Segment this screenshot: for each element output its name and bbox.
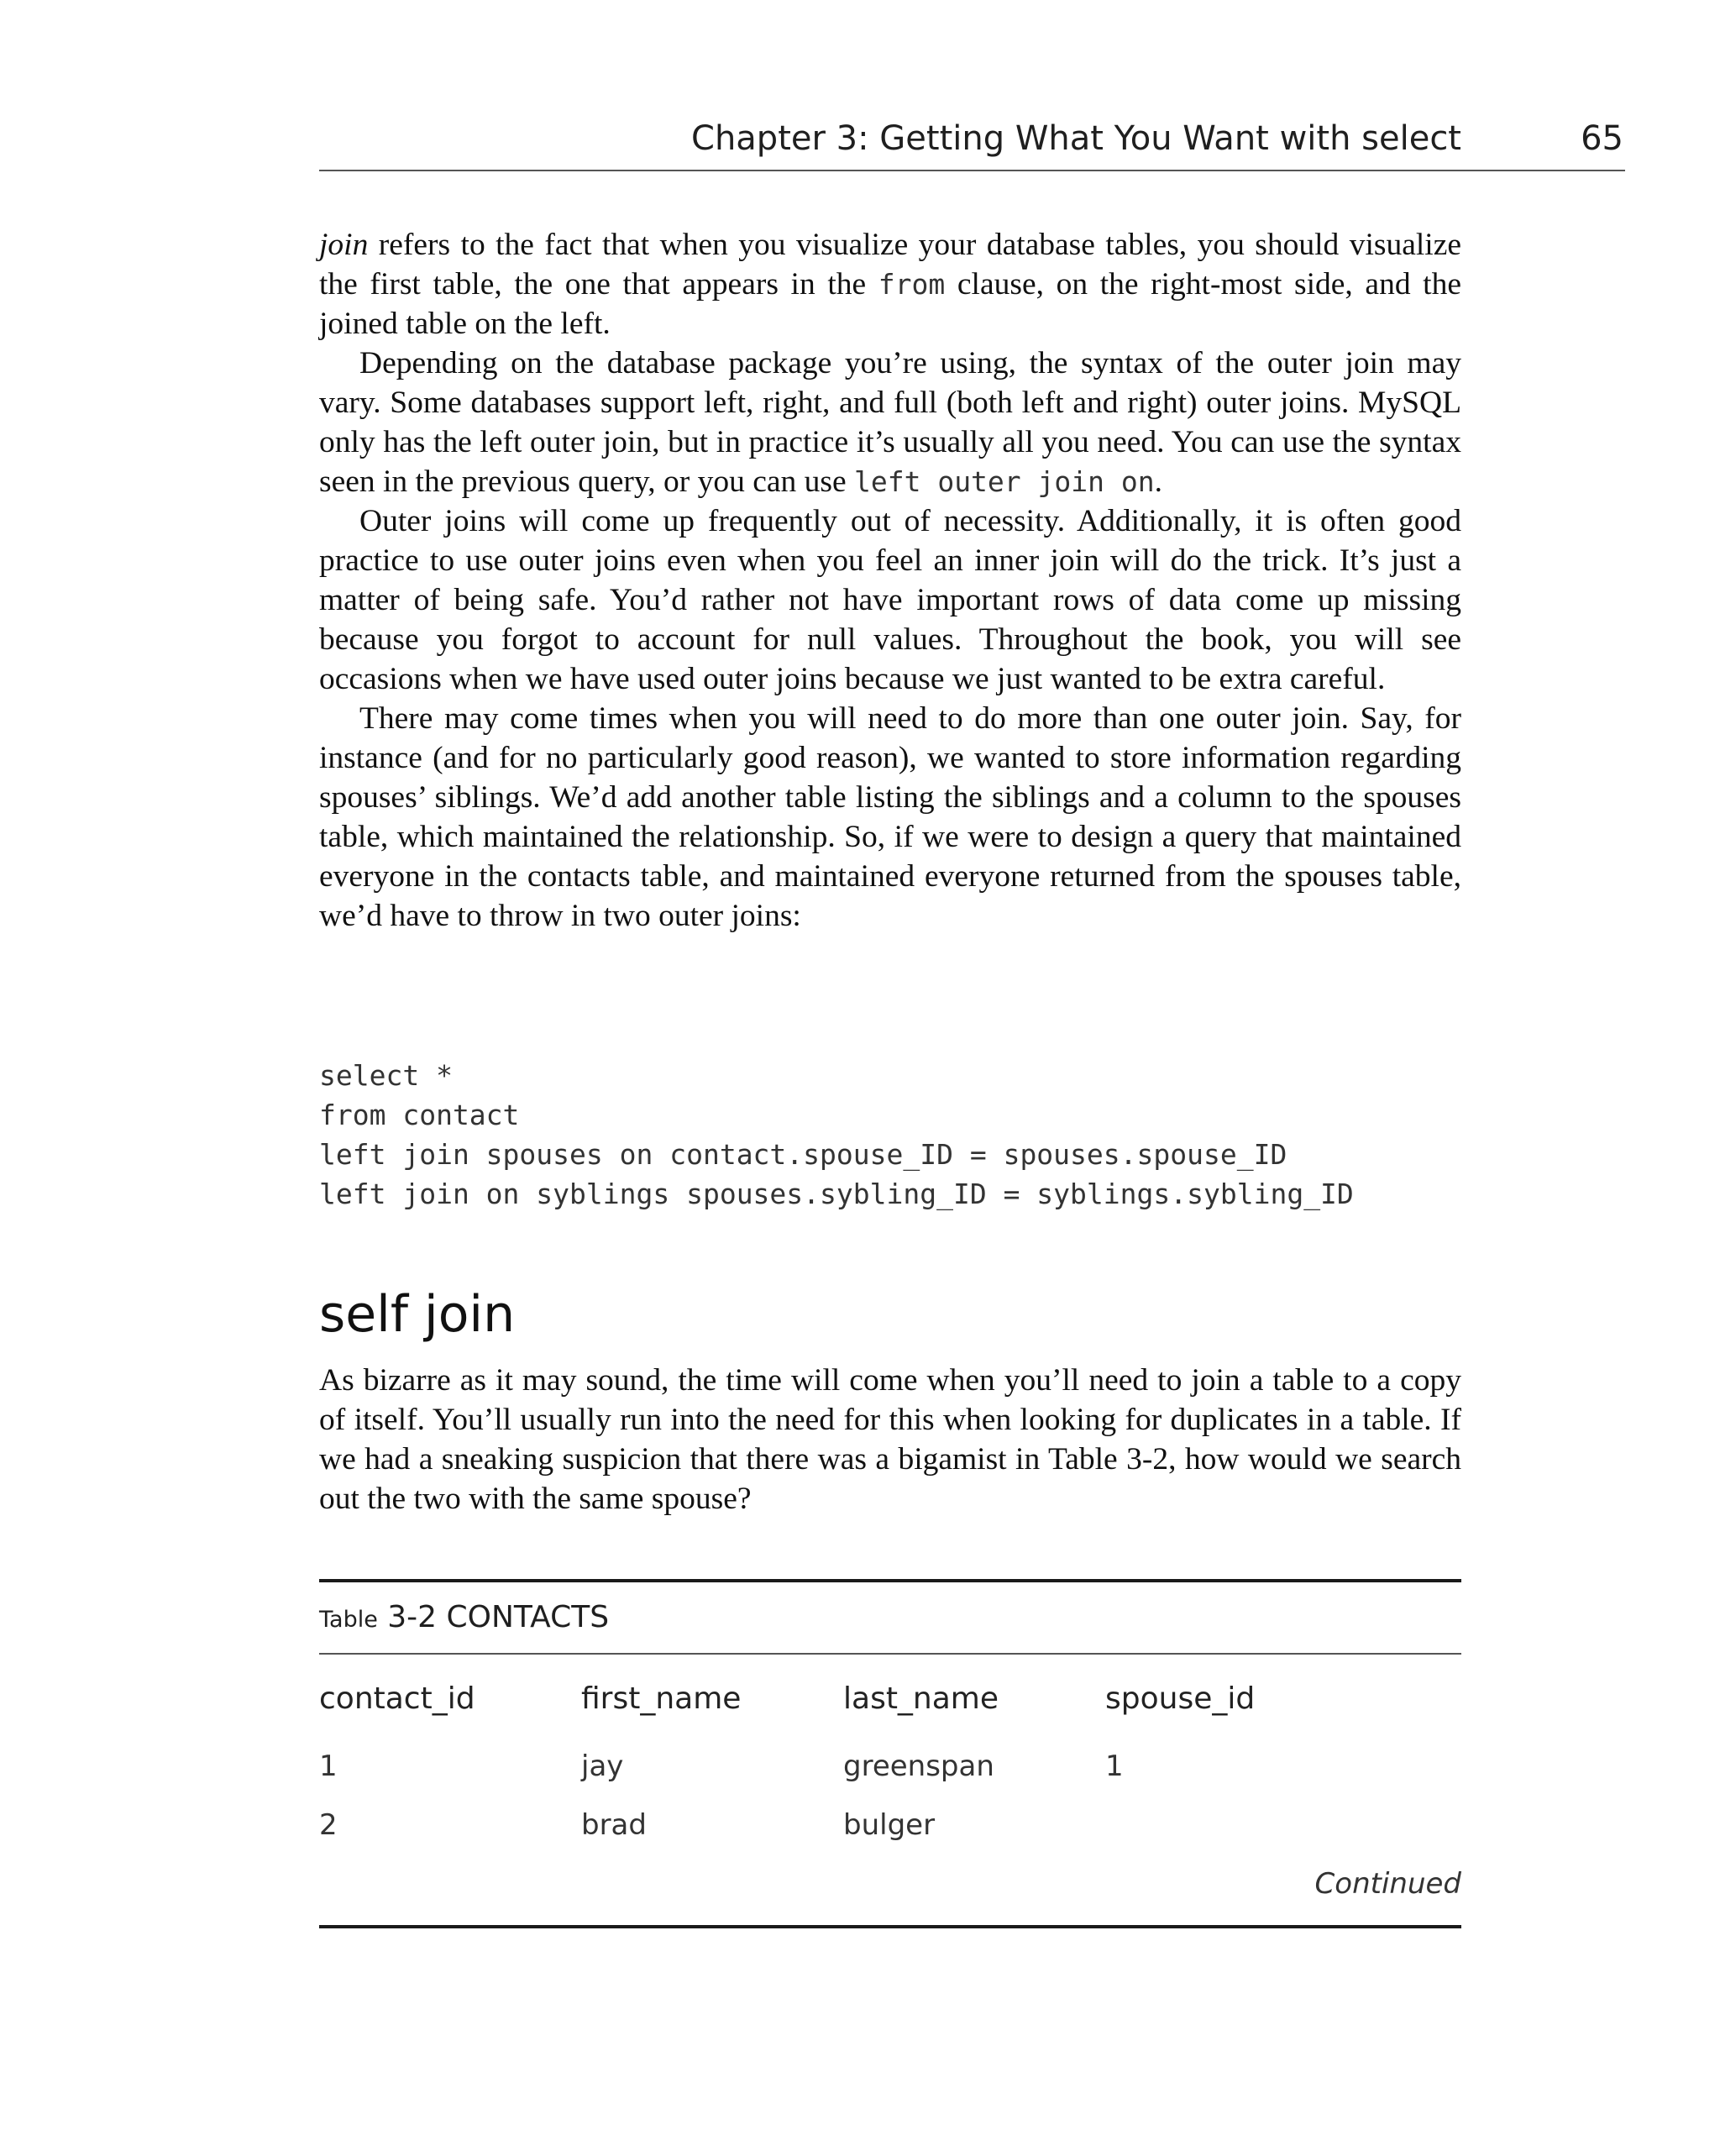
inline-code: left outer join on — [853, 465, 1155, 498]
italic-term: join — [319, 228, 369, 262]
column-header: spouse_id — [1105, 1681, 1256, 1716]
table-row — [319, 1802, 1461, 1861]
paragraph-2 — [319, 344, 1461, 501]
code-line: left join on syblings spouses.sybling_ID = syblings.sybling_ID — [319, 1178, 1354, 1210]
section-body — [319, 1361, 1461, 1519]
code-line: left join spouses on contact.spouse_ID = spouses.spouse_ID — [319, 1138, 1287, 1171]
paragraph-4: There may come times when you will need to do more than one outer join. Say, for instance (and for no particularly good reason), we wanted to store information regarding spouses’ siblings. We’d add another table listing the siblings and a column to the spouses table, which maintained the relationship. So, if we were to design a query that maintained everyone in the contacts table, and maintained everyone returned from the spouses table, we’d have to throw in two outer joins: — [319, 701, 1461, 933]
caption-title: 3-2 CONTACTS — [377, 1600, 610, 1634]
running-header — [319, 118, 1625, 171]
continued-note: Continued — [1314, 1867, 1461, 1901]
body-text — [319, 225, 1461, 936]
paragraph-text: Depending on the database package you’re using, the syntax of the outer join may vary. Some databases support left, right, and full (both left and right) outer joins. MySQL only has the left outer join, but in practice it’s usually all you need. You can use the syntax seen in the previous query, or you can use — [319, 346, 1461, 499]
caption-label: Table — [319, 1607, 378, 1633]
paragraph-text: clause, on the right-most side, and the joined table on the left. — [319, 267, 1461, 341]
table-cell: 1 — [319, 1749, 338, 1783]
paragraph-1 — [319, 225, 1461, 344]
table-cell: greenspan — [843, 1749, 994, 1783]
column-header: last_name — [843, 1681, 999, 1716]
table-cell: jay — [581, 1749, 624, 1783]
table-caption — [319, 1582, 1461, 1655]
code-line: from contact — [319, 1099, 520, 1131]
table-cell: bulger — [843, 1808, 936, 1842]
section-heading: self join — [319, 1285, 516, 1344]
code-line: select * — [319, 1059, 453, 1092]
table-cell: brad — [581, 1808, 647, 1842]
contacts-table — [319, 1579, 1461, 1928]
paragraph-3: Outer joins will come up frequently out of necessity. Additionally, it is often good practice to use outer joins even when you feel an inner join will do the trick. It’s just a matter of being safe. You’d rather not have important rows of data come up missing because you forgot to account for null values. Throughout the book, you will see occasions when we have used outer joins because we just wanted to be extra careful. — [319, 504, 1461, 696]
column-header: contact_id — [319, 1681, 475, 1716]
table-cell: 2 — [319, 1808, 338, 1842]
table-cell — [1105, 1802, 1357, 1861]
code-block — [319, 1056, 1354, 1214]
section-paragraph: As bizarre as it may sound, the time will come when you’ll need to join a table to a copy of itself. You’ll usually run into the need for this when looking for duplicates in a table. If we had a sneaking suspicion that there was a bigamist in Table 3-2, how would we search out the two with the same spouse? — [319, 1363, 1461, 1516]
page-number: 65 — [1581, 119, 1623, 158]
column-header: first_name — [581, 1681, 742, 1716]
table-header-row — [319, 1676, 1461, 1744]
paragraph-text: refers to the fact that when you visualize your database tables, you should visualize the first table, the one that appears in the — [319, 228, 1461, 302]
chapter-title: Chapter 3: Getting What You Want with select — [691, 119, 1461, 158]
table-row — [319, 1744, 1461, 1802]
inline-code: from — [878, 268, 946, 301]
table-bottom-rule — [319, 1925, 1461, 1928]
paragraph-text: . — [1154, 464, 1162, 499]
table-cell: 1 — [1105, 1749, 1124, 1783]
